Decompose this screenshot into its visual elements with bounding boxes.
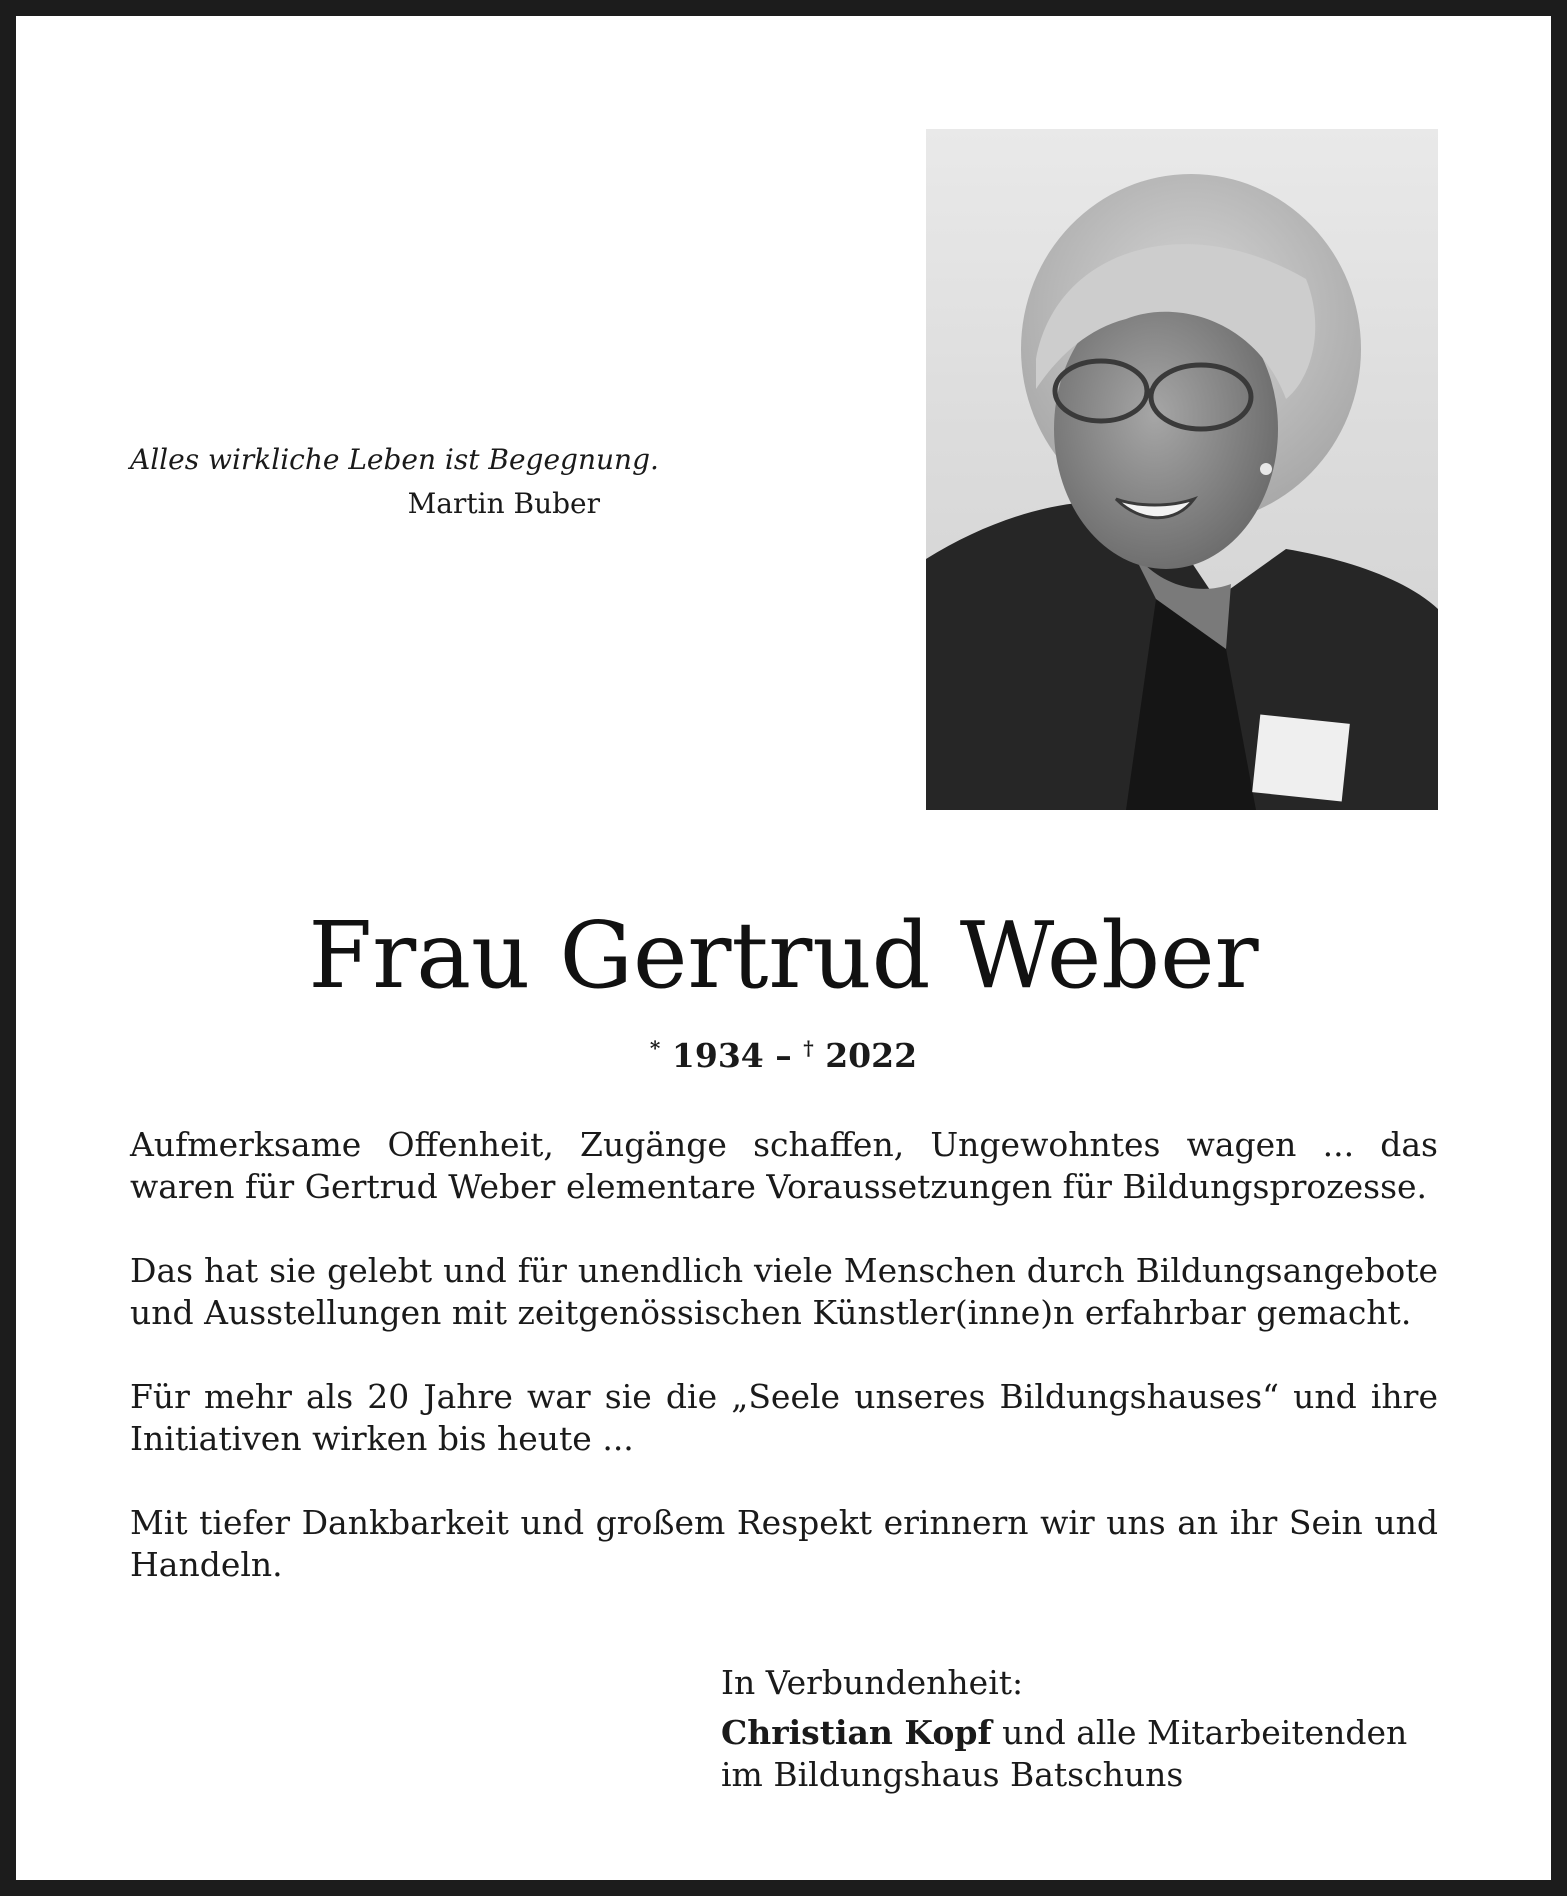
birth-symbol: * bbox=[649, 1036, 661, 1060]
paragraph-2: Das hat sie gelebt und für unendlich viele Menschen durch Bildungsangebote und Ausstellungen mit zeitgenössischen Künstler(inne)n erfahrbar gemacht. bbox=[130, 1251, 1438, 1332]
paragraph-4: Mit tiefer Dankbarkeit und großem Respekt erinnern wir uns an ihr Sein und Handeln. bbox=[130, 1503, 1438, 1584]
earring bbox=[1260, 463, 1272, 475]
signatory-name: Christian Kopf bbox=[721, 1713, 992, 1752]
signatory-rest: und alle Mitarbeitenden bbox=[991, 1713, 1408, 1752]
portrait-photo bbox=[926, 129, 1438, 810]
life-dates bbox=[16, 1028, 1551, 1076]
quote-author: Martin Buber bbox=[407, 487, 600, 520]
obituary-text bbox=[130, 1124, 1438, 1586]
paragraph-1: Aufmerksame Offenheit, Zugänge schaffen, Ungewohntes wagen ... das waren für Gertrud Weber elementare Voraussetzungen für Bildungsprozesse. bbox=[130, 1125, 1438, 1206]
signature-block bbox=[721, 1662, 1481, 1796]
name-badge bbox=[1252, 715, 1350, 802]
paragraph-3: Für mehr als 20 Jahre war sie die „Seele unseres Bildungshauses“ und ihre Initiativen wirken bis heute ... bbox=[130, 1377, 1438, 1458]
deceased-name: Frau Gertrud Weber bbox=[308, 902, 1259, 1009]
quote-text: Alles wirkliche Leben ist Begegnung. bbox=[130, 443, 659, 476]
death-symbol: † bbox=[803, 1036, 814, 1060]
birth-year: 1934 bbox=[671, 1036, 764, 1075]
epigraph bbox=[130, 438, 659, 526]
signature-line-2: im Bildungshaus Batschuns bbox=[721, 1755, 1184, 1794]
death-year: 2022 bbox=[825, 1036, 918, 1075]
signature-line-1 bbox=[721, 1712, 1481, 1754]
date-separator: – bbox=[775, 1036, 792, 1075]
signature-intro: In Verbundenheit: bbox=[721, 1663, 1024, 1702]
obituary-page bbox=[16, 16, 1551, 1880]
